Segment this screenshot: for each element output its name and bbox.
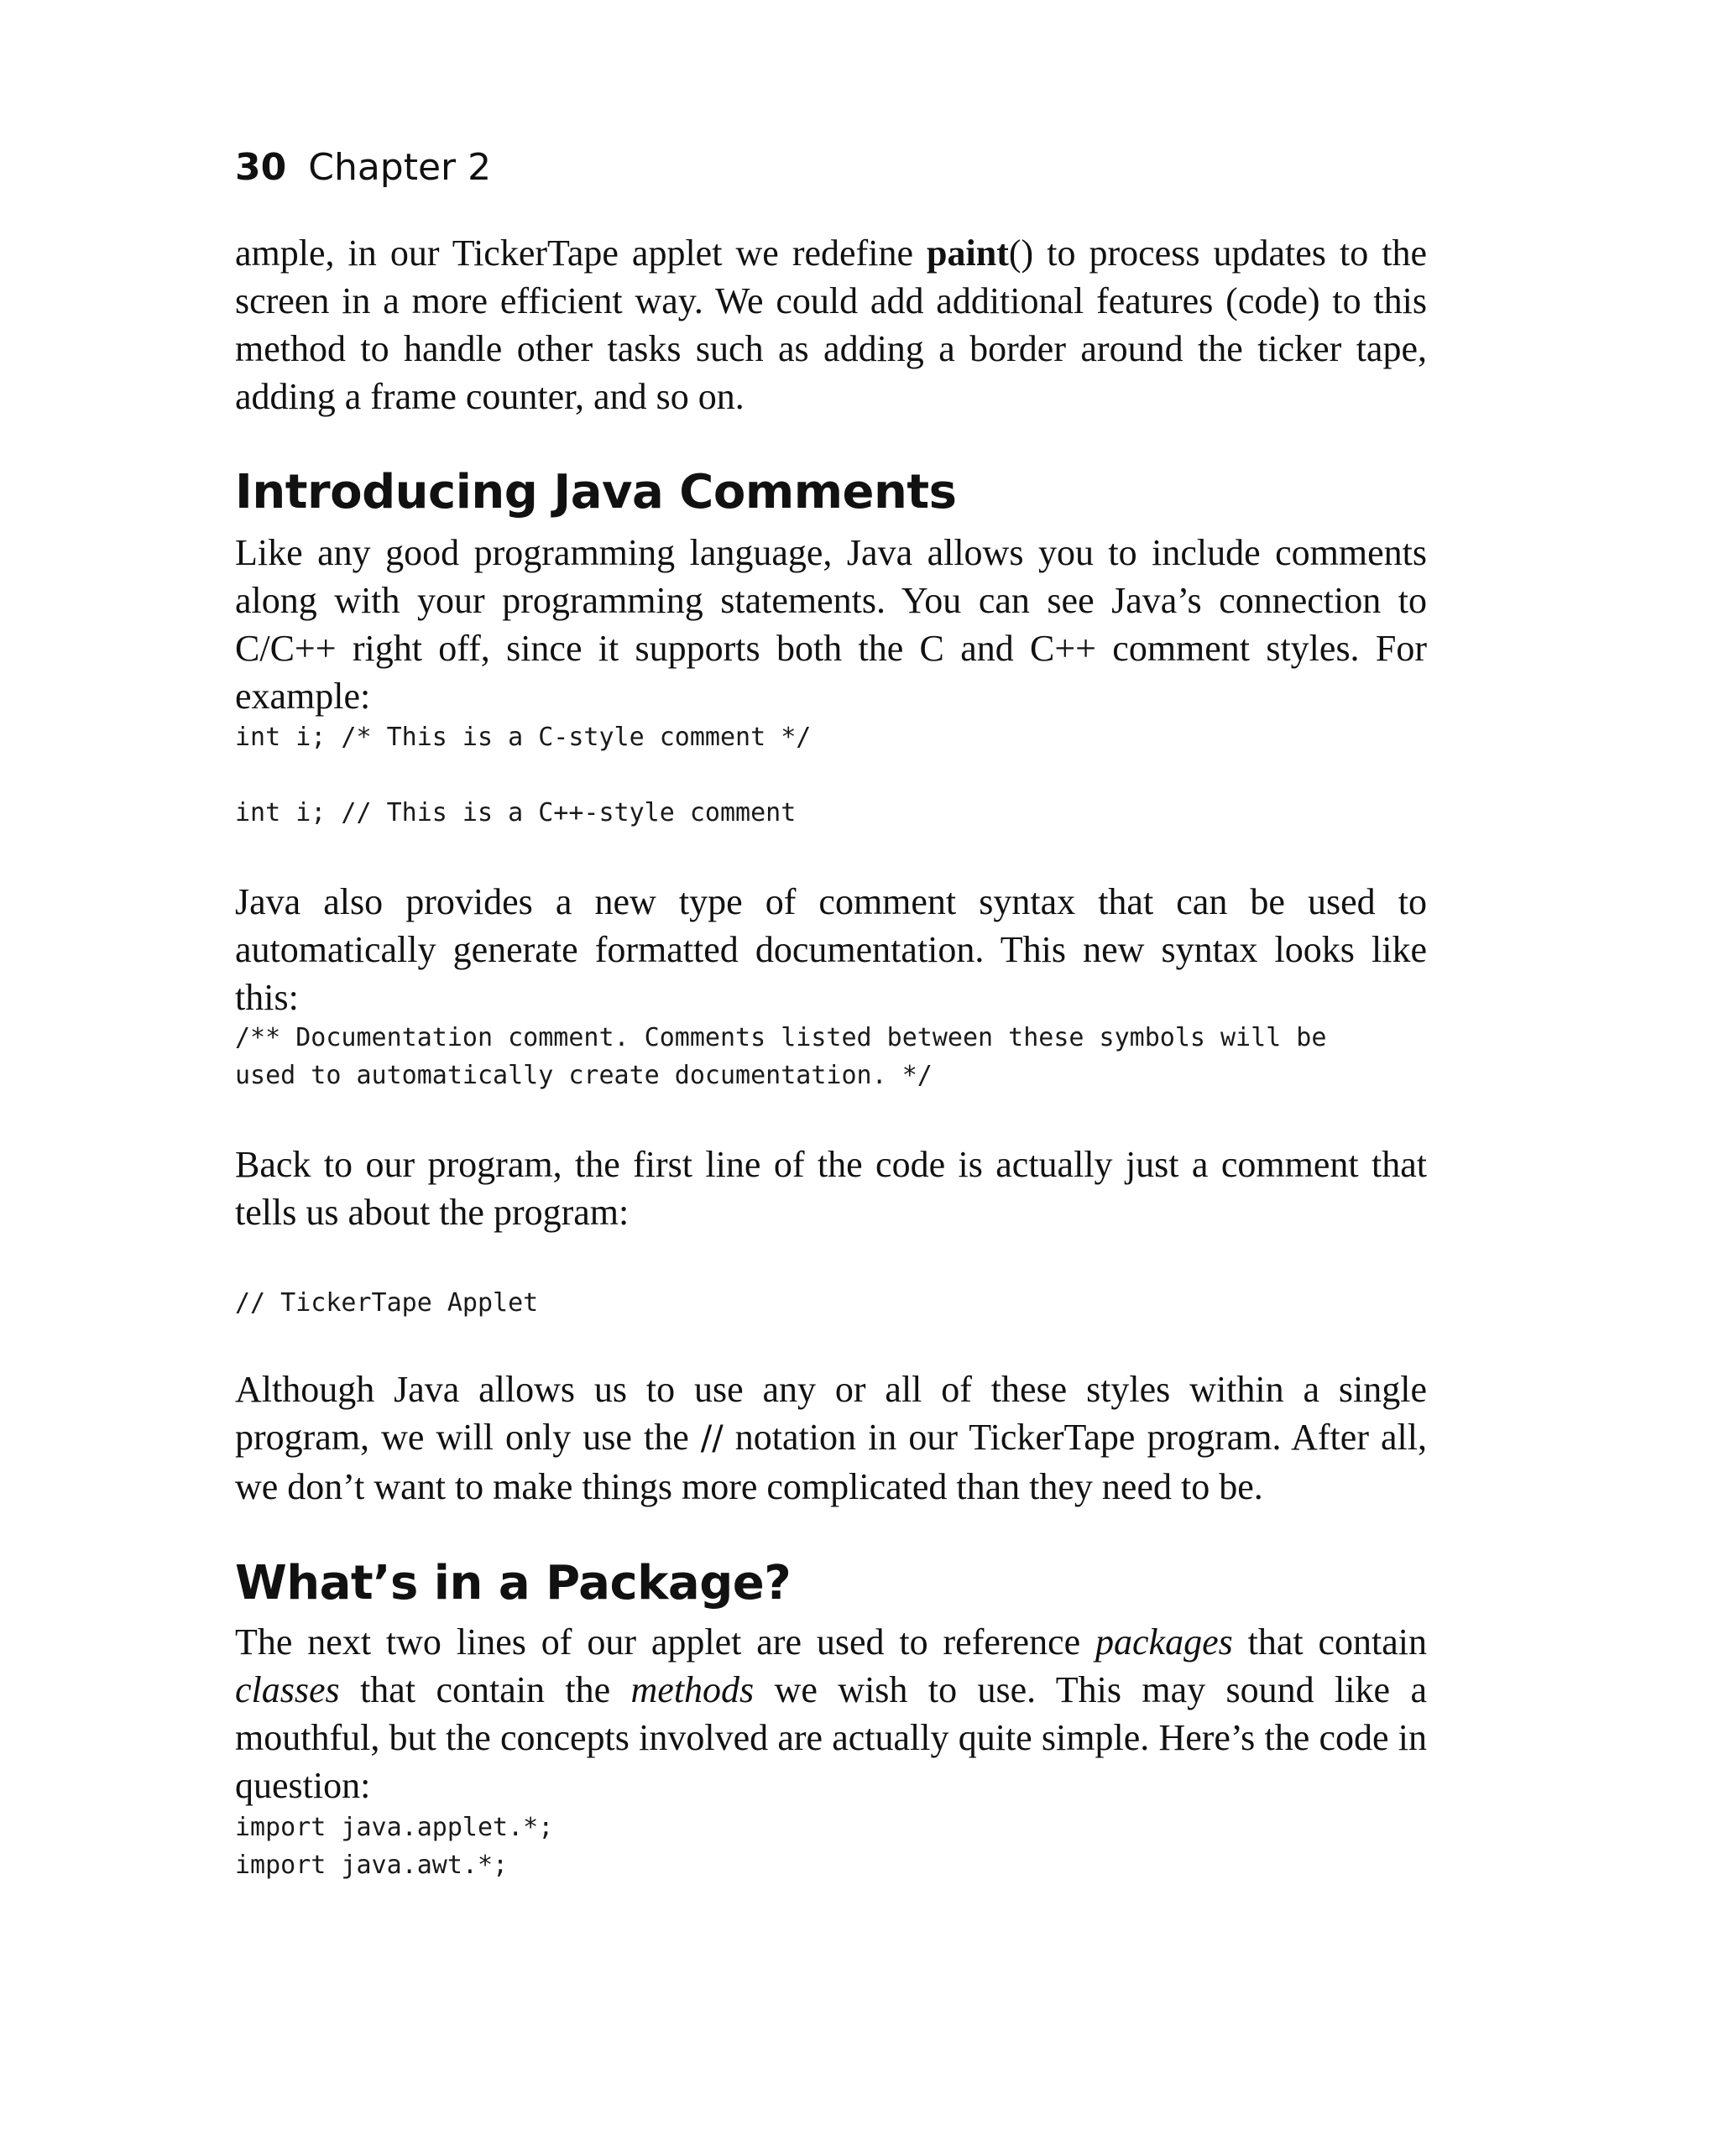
chapter-label: Chapter 2 xyxy=(308,146,492,189)
paragraph-styles: Although Java allows us to use any or all of these styles within a single program, we will only use the // notation in our TickerTape program. After all, we don’t want to make things more complicated than they need to be. xyxy=(235,1369,1428,1507)
section-heading-package: What’s in a Package? xyxy=(235,1556,792,1610)
paragraph-paint: ample, in our TickerTape applet we redefine paint() to process updates to the screen in a more efficient way. We could add additional features (code) to this method to handle other tasks such as adding a border around the ticker tape, adding a frame counter, and so on. xyxy=(235,232,1427,417)
code-c-style: int i; /* This is a C-style comment */ xyxy=(235,723,812,752)
code-doc-comment-line2: used to automatically create documentation. */ xyxy=(235,1061,933,1090)
code-import-awt: import java.awt.*; xyxy=(235,1851,509,1880)
code-cpp-style: int i; // This is a C++-style comment xyxy=(235,798,797,827)
italic-classes: classes xyxy=(235,1669,340,1710)
section-heading-java-comments: Introducing Java Comments xyxy=(235,465,957,519)
running-head xyxy=(235,144,491,191)
bold-paint: paint xyxy=(927,232,1009,274)
italic-packages: packages xyxy=(1095,1621,1233,1663)
paragraph-comments-intro: Like any good programming language, Java allows you to include comments along with your programming statements. You can see Java’s connection to C/C++ right off, since it supports both the C and C++ comment styles. For example: xyxy=(235,532,1427,717)
paragraph-first-line: Back to our program, the first line of the code is actually just a comment that tells us about the program: xyxy=(235,1144,1427,1233)
inline-code-slashes: // xyxy=(700,1419,724,1458)
italic-methods: methods xyxy=(630,1669,755,1710)
paragraph-doc-comments: Java also provides a new type of comment syntax that can be used to automatically generate formatted documentation. This new syntax looks like this: xyxy=(235,881,1427,1018)
code-doc-comment-line1: /** Documentation comment. Comments listed between these symbols will be xyxy=(235,1023,1327,1052)
paragraph-packages: The next two lines of our applet are used to reference packages that contain classes that contain the methods we wish to use. This may sound like a mouthful, but the concepts involved are actually quite simple. Here’s the code in question: xyxy=(235,1621,1427,1806)
code-tickertape-comment: // TickerTape Applet xyxy=(235,1288,539,1318)
page-number: 30 xyxy=(235,146,287,189)
code-import-applet: import java.applet.*; xyxy=(235,1813,554,1842)
